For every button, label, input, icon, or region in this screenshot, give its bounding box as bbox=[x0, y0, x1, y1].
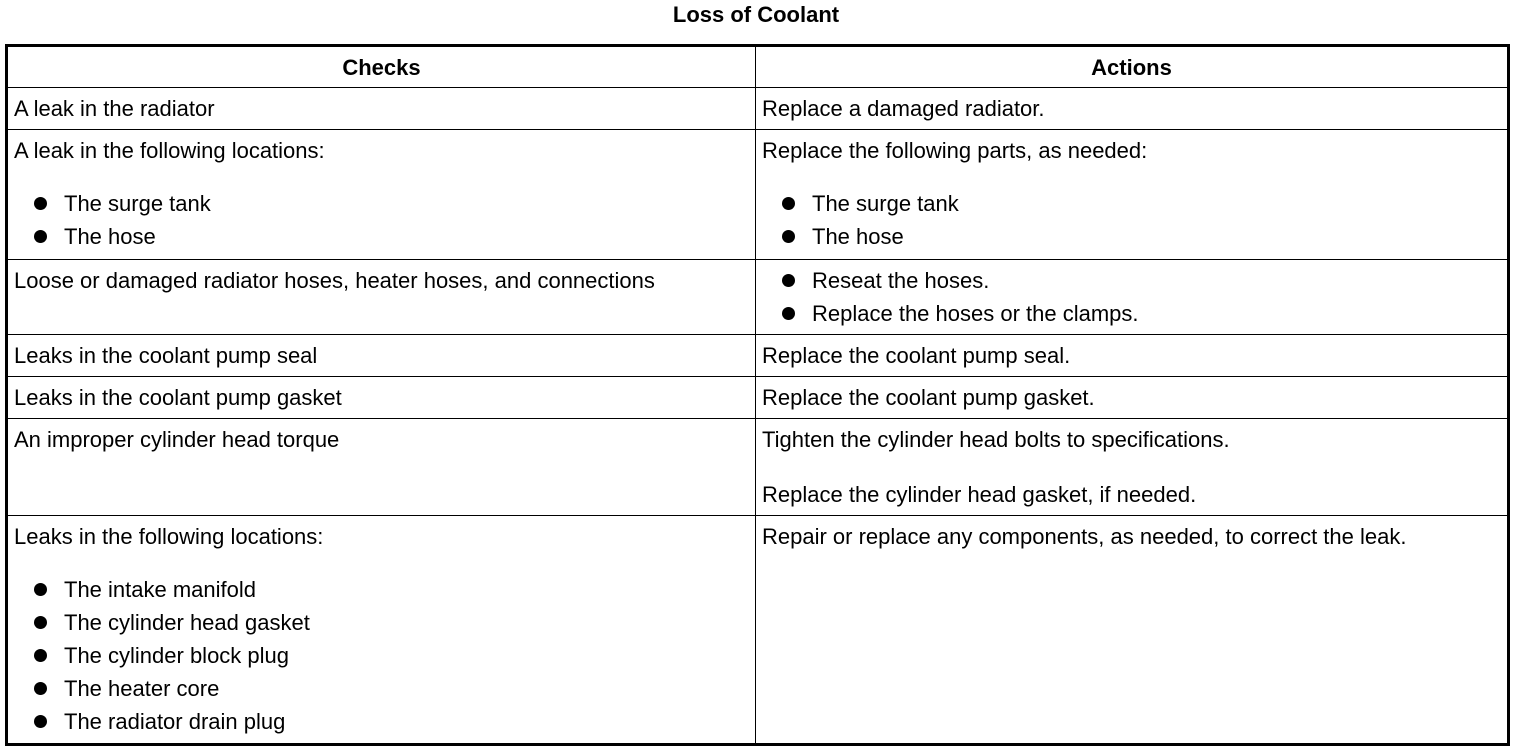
checks-header: Checks bbox=[7, 46, 756, 88]
list-item-text: Reseat the hoses. bbox=[812, 268, 990, 293]
list-item-text: The radiator drain plug bbox=[64, 709, 286, 734]
list-item bbox=[32, 639, 749, 672]
check-text: Leaks in the following locations: bbox=[14, 524, 324, 549]
bullet-icon bbox=[34, 616, 47, 629]
action-text: Replace the following parts, as needed: bbox=[762, 138, 1148, 163]
bullet-icon bbox=[34, 715, 47, 728]
check-cell bbox=[7, 377, 756, 419]
table-row bbox=[7, 516, 1509, 745]
document-title: Loss of Coolant bbox=[672, 2, 840, 27]
check-text: An improper cylinder head torque bbox=[14, 427, 340, 452]
action-text: Replace the cylinder head gasket, if needed. bbox=[762, 482, 1197, 507]
list-item bbox=[32, 573, 749, 606]
action-text: Repair or replace any components, as needed, to correct the leak. bbox=[762, 524, 1407, 549]
list-item-text: The hose bbox=[64, 224, 156, 249]
check-cell bbox=[7, 419, 756, 516]
actions-header: Actions bbox=[756, 46, 1509, 88]
bullet-icon bbox=[782, 197, 795, 210]
action-cell bbox=[756, 335, 1509, 377]
action-cell bbox=[756, 88, 1509, 130]
bullet-icon bbox=[782, 307, 795, 320]
bullet-icon bbox=[34, 583, 47, 596]
bullet-list bbox=[14, 187, 749, 253]
bullet-icon bbox=[782, 230, 795, 243]
action-cell bbox=[756, 130, 1509, 260]
bullet-list bbox=[14, 573, 749, 738]
bullet-list bbox=[762, 187, 1501, 253]
bullet-icon bbox=[782, 274, 795, 287]
check-text: Leaks in the coolant pump gasket bbox=[14, 385, 342, 410]
list-item bbox=[32, 220, 749, 253]
table-row bbox=[7, 260, 1509, 335]
list-item bbox=[32, 187, 749, 220]
check-text: Leaks in the coolant pump seal bbox=[14, 343, 318, 368]
action-cell bbox=[756, 377, 1509, 419]
table-row bbox=[7, 377, 1509, 419]
check-cell bbox=[7, 88, 756, 130]
action-cell bbox=[756, 516, 1509, 745]
action-text: Tighten the cylinder head bolts to specifications. bbox=[762, 427, 1230, 452]
check-cell bbox=[7, 260, 756, 335]
check-cell bbox=[7, 335, 756, 377]
check-text: Loose or damaged radiator hoses, heater hoses, and connections bbox=[14, 268, 655, 293]
action-text: Replace the coolant pump seal. bbox=[762, 343, 1071, 368]
table-row bbox=[7, 88, 1509, 130]
list-item-text: Replace the hoses or the clamps. bbox=[812, 301, 1139, 326]
list-item-text: The intake manifold bbox=[64, 577, 256, 602]
check-cell bbox=[7, 130, 756, 260]
list-item-text: The hose bbox=[812, 224, 904, 249]
list-item bbox=[780, 220, 1501, 253]
table-row bbox=[7, 419, 1509, 516]
action-text: Replace the coolant pump gasket. bbox=[762, 385, 1095, 410]
list-item-text: The surge tank bbox=[64, 191, 211, 216]
action-text: Replace a damaged radiator. bbox=[762, 96, 1045, 121]
check-cell bbox=[7, 516, 756, 745]
list-item-text: The cylinder block plug bbox=[64, 643, 290, 668]
table-row bbox=[7, 335, 1509, 377]
list-item bbox=[32, 705, 749, 738]
header-row bbox=[7, 46, 1509, 88]
list-item-text: The cylinder head gasket bbox=[64, 610, 310, 635]
list-item-text: The heater core bbox=[64, 676, 220, 701]
bullet-icon bbox=[34, 197, 47, 210]
bullet-icon bbox=[34, 682, 47, 695]
table-row bbox=[7, 130, 1509, 260]
check-text: A leak in the radiator bbox=[14, 96, 215, 121]
action-cell bbox=[756, 419, 1509, 516]
action-cell bbox=[756, 260, 1509, 335]
check-text: A leak in the following locations: bbox=[14, 138, 325, 163]
list-item bbox=[780, 187, 1501, 220]
diagnosis-table bbox=[5, 44, 1510, 746]
list-item bbox=[780, 297, 1501, 330]
bullet-list bbox=[762, 264, 1501, 330]
bullet-icon bbox=[34, 230, 47, 243]
list-item bbox=[780, 264, 1501, 297]
list-item bbox=[32, 672, 749, 705]
bullet-icon bbox=[34, 649, 47, 662]
list-item-text: The surge tank bbox=[812, 191, 959, 216]
list-item bbox=[32, 606, 749, 639]
